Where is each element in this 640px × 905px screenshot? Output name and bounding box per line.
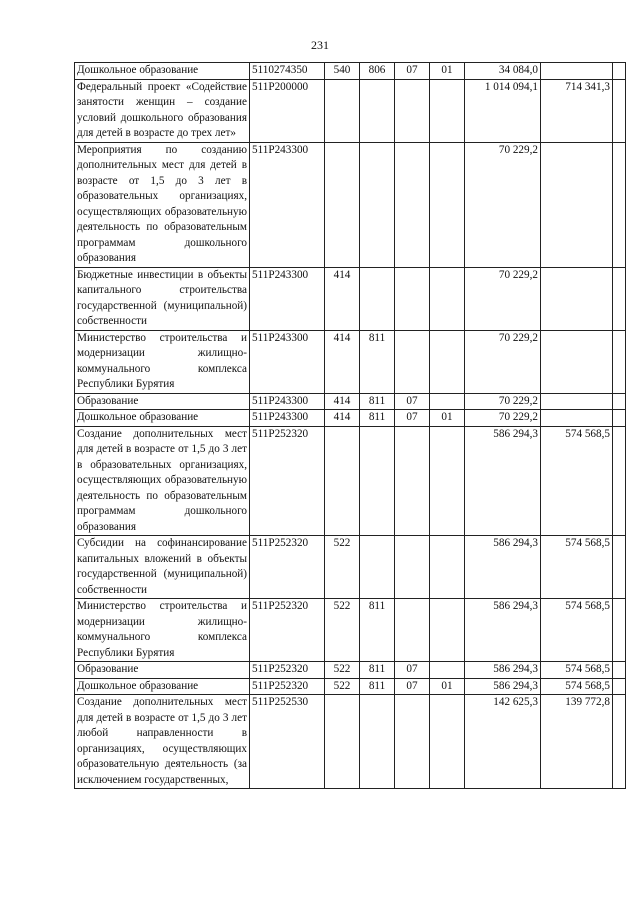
row-subsection-cell xyxy=(430,536,465,599)
row-amount-3-cell xyxy=(613,267,626,330)
row-subsection-cell xyxy=(430,393,465,410)
row-expense-type-cell: 522 xyxy=(325,678,360,695)
row-section-cell xyxy=(395,426,430,536)
row-expense-type-cell: 414 xyxy=(325,267,360,330)
budget-table-body xyxy=(75,63,626,789)
row-amount-1-cell: 70 229,2 xyxy=(465,393,541,410)
row-name-cell: Образование xyxy=(75,662,250,679)
row-amount-2-cell: 574 568,5 xyxy=(541,536,613,599)
table-row xyxy=(75,536,626,599)
row-amount-2-cell xyxy=(541,393,613,410)
row-name-cell: Федеральный проект «Содействие занятости женщин – создание условий дошкольного образования для детей в возрасте до трех лет» xyxy=(75,79,250,142)
row-subsection-cell: 01 xyxy=(430,678,465,695)
table-row xyxy=(75,393,626,410)
row-ministry-cell: 811 xyxy=(360,330,395,393)
table-row xyxy=(75,426,626,536)
row-ministry-cell: 811 xyxy=(360,678,395,695)
table-row xyxy=(75,695,626,789)
row-code-cell: 511P252320 xyxy=(250,599,325,662)
row-expense-type-cell: 522 xyxy=(325,536,360,599)
row-code-cell: 511P252320 xyxy=(250,426,325,536)
table-row xyxy=(75,678,626,695)
row-amount-3-cell xyxy=(613,695,626,789)
row-amount-2-cell xyxy=(541,330,613,393)
row-expense-type-cell: 522 xyxy=(325,599,360,662)
row-subsection-cell xyxy=(430,695,465,789)
row-amount-1-cell: 70 229,2 xyxy=(465,267,541,330)
row-code-cell: 511P243300 xyxy=(250,142,325,267)
table-row xyxy=(75,662,626,679)
row-name-cell: Дошкольное образование xyxy=(75,410,250,427)
row-amount-1-cell: 586 294,3 xyxy=(465,536,541,599)
row-subsection-cell xyxy=(430,267,465,330)
row-expense-type-cell xyxy=(325,142,360,267)
row-section-cell xyxy=(395,142,430,267)
row-ministry-cell xyxy=(360,142,395,267)
row-subsection-cell xyxy=(430,662,465,679)
row-ministry-cell xyxy=(360,536,395,599)
row-amount-2-cell: 574 568,5 xyxy=(541,662,613,679)
table-row xyxy=(75,267,626,330)
row-expense-type-cell: 414 xyxy=(325,410,360,427)
row-amount-3-cell xyxy=(613,63,626,80)
row-name-cell: Образование xyxy=(75,393,250,410)
row-name-cell: Субсидии на софинансирование капитальных вложений в объекты государственной (муниципальной) собственности xyxy=(75,536,250,599)
row-code-cell: 511P243300 xyxy=(250,410,325,427)
row-section-cell: 07 xyxy=(395,410,430,427)
row-amount-2-cell xyxy=(541,410,613,427)
row-amount-3-cell xyxy=(613,426,626,536)
row-section-cell xyxy=(395,330,430,393)
row-amount-1-cell: 70 229,2 xyxy=(465,142,541,267)
row-ministry-cell xyxy=(360,695,395,789)
row-amount-2-cell: 574 568,5 xyxy=(541,599,613,662)
row-amount-2-cell: 574 568,5 xyxy=(541,426,613,536)
row-amount-2-cell: 714 341,3 xyxy=(541,79,613,142)
row-amount-3-cell xyxy=(613,536,626,599)
row-section-cell: 07 xyxy=(395,393,430,410)
table-row xyxy=(75,599,626,662)
row-subsection-cell: 01 xyxy=(430,63,465,80)
row-ministry-cell: 811 xyxy=(360,662,395,679)
row-subsection-cell xyxy=(430,142,465,267)
row-name-cell: Создание дополнительных мест для детей в возрасте от 1,5 до 3 лет в образовательных организациях, осуществляющих образовательную деятельность по образовательным программам дошкольного образования xyxy=(75,426,250,536)
row-subsection-cell xyxy=(430,599,465,662)
row-name-cell: Бюджетные инвестиции в объекты капитального строительства государственной (муниципальной) собственности xyxy=(75,267,250,330)
row-expense-type-cell: 522 xyxy=(325,662,360,679)
row-name-cell: Мероприятия по созданию дополнительных мест для детей в возрасте от 1,5 до 3 лет в образовательных организациях, осуществляющих образовательную деятельность по образовательным программам дошкольного образования xyxy=(75,142,250,267)
row-code-cell: 5110274350 xyxy=(250,63,325,80)
row-amount-2-cell xyxy=(541,142,613,267)
row-ministry-cell xyxy=(360,267,395,330)
row-amount-1-cell: 34 084,0 xyxy=(465,63,541,80)
row-expense-type-cell xyxy=(325,426,360,536)
row-code-cell: 511P252320 xyxy=(250,662,325,679)
row-code-cell: 511P200000 xyxy=(250,79,325,142)
row-name-cell: Дошкольное образование xyxy=(75,63,250,80)
row-amount-3-cell xyxy=(613,142,626,267)
row-code-cell: 511P243300 xyxy=(250,267,325,330)
row-amount-1-cell: 586 294,3 xyxy=(465,599,541,662)
row-amount-3-cell xyxy=(613,330,626,393)
row-amount-3-cell xyxy=(613,662,626,679)
row-amount-1-cell: 70 229,2 xyxy=(465,410,541,427)
row-name-cell: Дошкольное образование xyxy=(75,678,250,695)
row-amount-3-cell xyxy=(613,79,626,142)
table-row xyxy=(75,330,626,393)
row-section-cell xyxy=(395,599,430,662)
row-code-cell: 511P243300 xyxy=(250,330,325,393)
row-amount-2-cell xyxy=(541,267,613,330)
row-expense-type-cell xyxy=(325,695,360,789)
row-subsection-cell: 01 xyxy=(430,410,465,427)
row-ministry-cell xyxy=(360,426,395,536)
row-amount-3-cell xyxy=(613,410,626,427)
table-row xyxy=(75,142,626,267)
row-amount-1-cell: 70 229,2 xyxy=(465,330,541,393)
row-expense-type-cell: 414 xyxy=(325,393,360,410)
budget-table xyxy=(74,62,626,789)
row-subsection-cell xyxy=(430,426,465,536)
table-row xyxy=(75,410,626,427)
row-section-cell xyxy=(395,79,430,142)
row-code-cell: 511P252530 xyxy=(250,695,325,789)
row-subsection-cell xyxy=(430,330,465,393)
row-section-cell: 07 xyxy=(395,63,430,80)
row-section-cell xyxy=(395,536,430,599)
row-ministry-cell: 811 xyxy=(360,393,395,410)
row-name-cell: Министерство строительства и модернизации жилищно-коммунального комплекса Республики Бурятия xyxy=(75,330,250,393)
row-section-cell: 07 xyxy=(395,678,430,695)
row-name-cell: Создание дополнительных мест для детей в возрасте от 1,5 до 3 лет любой направленности в организациях, осуществляющих образовательную деятельность (за исключением государственных, xyxy=(75,695,250,789)
row-section-cell: 07 xyxy=(395,662,430,679)
row-section-cell xyxy=(395,695,430,789)
row-expense-type-cell: 414 xyxy=(325,330,360,393)
row-ministry-cell xyxy=(360,79,395,142)
row-amount-1-cell: 1 014 094,1 xyxy=(465,79,541,142)
table-row xyxy=(75,63,626,80)
page-number: 231 xyxy=(311,38,329,52)
row-amount-2-cell xyxy=(541,63,613,80)
row-amount-2-cell: 574 568,5 xyxy=(541,678,613,695)
table-row xyxy=(75,79,626,142)
row-code-cell: 511P252320 xyxy=(250,536,325,599)
row-code-cell: 511P252320 xyxy=(250,678,325,695)
row-code-cell: 511P243300 xyxy=(250,393,325,410)
row-ministry-cell: 806 xyxy=(360,63,395,80)
row-expense-type-cell xyxy=(325,79,360,142)
row-amount-3-cell xyxy=(613,393,626,410)
row-amount-1-cell: 142 625,3 xyxy=(465,695,541,789)
row-amount-3-cell xyxy=(613,599,626,662)
row-amount-3-cell xyxy=(613,678,626,695)
row-expense-type-cell: 540 xyxy=(325,63,360,80)
row-name-cell: Министерство строительства и модернизации жилищно-коммунального комплекса Республики Бурятия xyxy=(75,599,250,662)
row-subsection-cell xyxy=(430,79,465,142)
row-amount-1-cell: 586 294,3 xyxy=(465,662,541,679)
row-amount-2-cell: 139 772,8 xyxy=(541,695,613,789)
row-ministry-cell: 811 xyxy=(360,410,395,427)
row-amount-1-cell: 586 294,3 xyxy=(465,678,541,695)
row-section-cell xyxy=(395,267,430,330)
row-amount-1-cell: 586 294,3 xyxy=(465,426,541,536)
row-ministry-cell: 811 xyxy=(360,599,395,662)
